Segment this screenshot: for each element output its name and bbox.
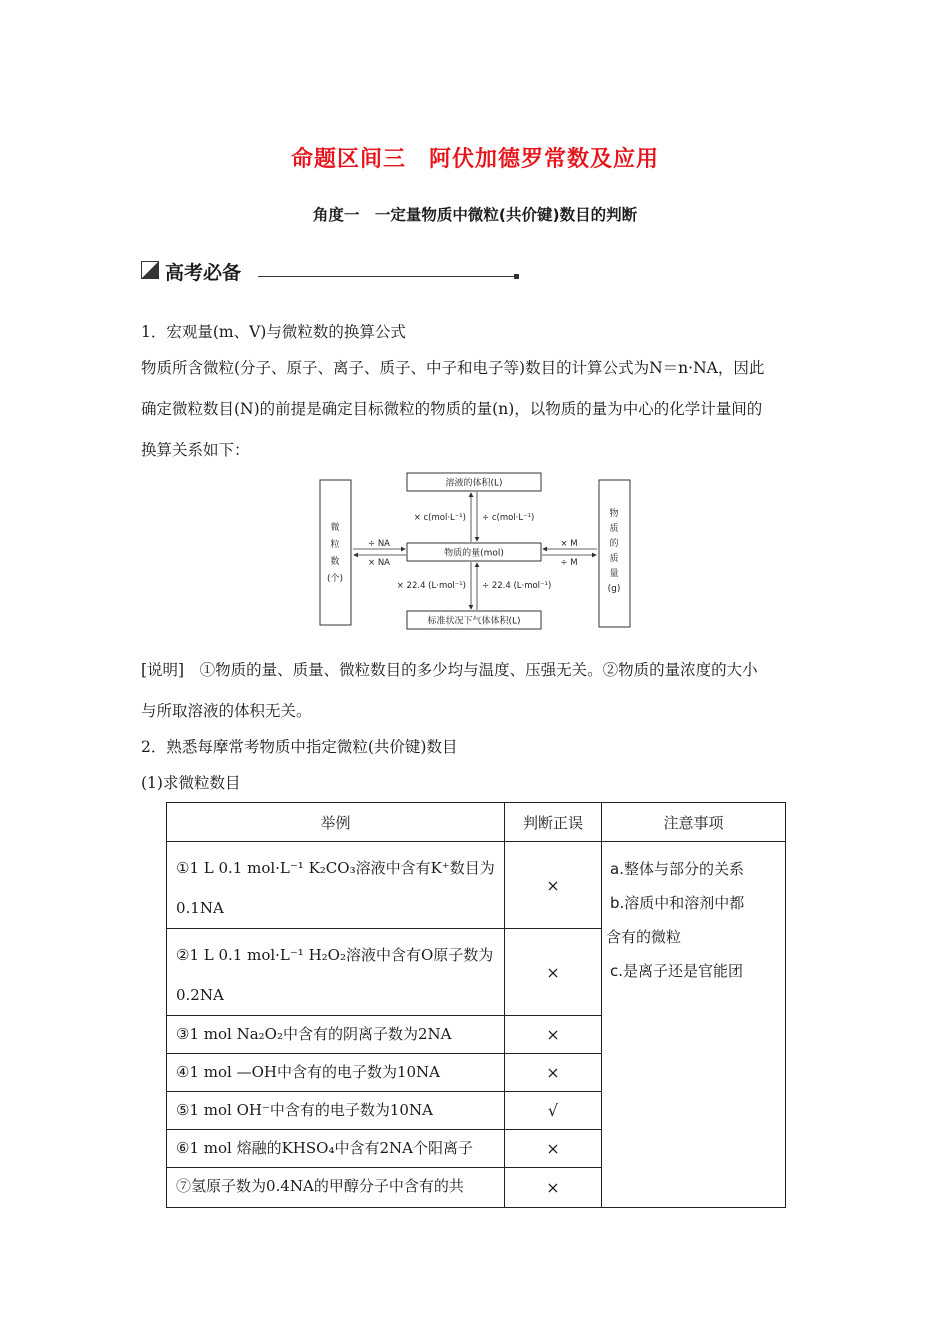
- section-subtitle: 角度一 一定量物质中微粒(共价键)数目的判断: [312, 206, 638, 224]
- judge-cell: ×: [505, 1016, 602, 1054]
- label-times-m: × M: [560, 539, 578, 549]
- right-box-char: 质: [609, 524, 619, 534]
- subheading: (1)求微粒数目: [141, 774, 241, 792]
- judge-cell: ×: [505, 1130, 602, 1168]
- note-line: 与所取溶液的体积无关。: [141, 702, 312, 720]
- example-cell: ⑤1 mol OH⁻中含有的电子数为10NA: [167, 1092, 505, 1130]
- section-rule: [258, 276, 516, 277]
- heading-1: 1．宏观量(m、V)与微粒数的换算公式: [141, 323, 406, 341]
- section-label: 高考必备: [165, 262, 242, 284]
- conversion-diagram: [318, 470, 634, 630]
- note-item: c.是离子还是官能团: [610, 962, 744, 980]
- column-header: 注意事项: [602, 803, 786, 842]
- note-item: b.溶质中和溶剂中都: [610, 894, 745, 912]
- heading-2: 2．熟悉每摩常考物质中指定微粒(共价键)数目: [141, 738, 458, 756]
- label-divide-22-4: ÷ 22.4 (L·mol⁻¹): [482, 581, 552, 591]
- label-divide-m: ÷ M: [560, 558, 578, 568]
- box-solution-volume: 溶液的体积(L): [445, 478, 503, 489]
- example-cell: ③1 mol Na₂O₂中含有的阴离子数为2NA: [167, 1016, 505, 1054]
- examples-table: [166, 802, 786, 1208]
- judge-cell: ×: [505, 842, 602, 929]
- judge-cell: ×: [505, 929, 602, 1016]
- left-box-char: 数: [330, 557, 340, 567]
- left-box-char: 粒: [330, 540, 340, 550]
- right-box-char: 物: [609, 509, 619, 519]
- box-amount-of-substance: 物质的量(mol): [444, 548, 504, 559]
- example-cell: ⑦氢原子数为0.4NA的甲醇分子中含有的共: [167, 1168, 505, 1208]
- label-times-c: × c(mol·L⁻¹): [413, 513, 466, 523]
- example-cell: ①1 L 0.1 mol·L⁻¹ K₂CO₃溶液中含有K⁺数目为0.1NA: [167, 842, 505, 929]
- note-line: [说明] ①物质的量、质量、微粒数目的多少均与温度、压强无关。②物质的量浓度的大小: [141, 661, 758, 679]
- example-cell: ⑥1 mol 熔融的KHSO₄中含有2NA个阳离子: [167, 1130, 505, 1168]
- right-box-char: (g): [607, 584, 621, 594]
- left-box-char: 微: [330, 523, 340, 533]
- note-item: 含有的微粒: [606, 928, 682, 946]
- section-header: [141, 258, 526, 284]
- right-box-char: 的: [609, 539, 619, 549]
- section-triangle-icon: [141, 261, 159, 279]
- label-times-na: × NA: [368, 558, 390, 568]
- example-cell: ④1 mol —OH中含有的电子数为10NA: [167, 1054, 505, 1092]
- left-box-char: (个): [326, 574, 344, 584]
- paragraph-line: 物质所含微粒(分子、原子、离子、质子、中子和电子等)数目的计算公式为N＝n·NA，因此: [141, 359, 765, 377]
- table-header-row: [167, 803, 786, 842]
- judge-cell: √: [505, 1092, 602, 1130]
- paragraph-line: 确定微粒数目(N)的前提是确定目标微粒的物质的量(n)，以物质的量为中心的化学计量间的: [141, 400, 763, 418]
- column-header: 判断正误: [505, 803, 602, 842]
- example-cell: ②1 L 0.1 mol·L⁻¹ H₂O₂溶液中含有O原子数为0.2NA: [167, 929, 505, 1016]
- notes-cell: [602, 842, 786, 1208]
- label-times-22-4: × 22.4 (L·mol⁻¹): [396, 581, 466, 591]
- page-title: 命题区间三 阿伏加德罗常数及应用: [290, 147, 659, 172]
- box-gas-volume: 标准状况下气体体积(L): [427, 616, 521, 627]
- right-box-char: 量: [609, 569, 619, 579]
- paragraph-line: 换算关系如下：: [141, 441, 250, 459]
- judge-cell: ×: [505, 1054, 602, 1092]
- judge-cell: ×: [505, 1168, 602, 1208]
- table-row: [167, 842, 786, 929]
- column-header: 举例: [167, 803, 505, 842]
- right-box-char: 质: [609, 554, 619, 564]
- section-rule-end: [514, 274, 519, 279]
- label-divide-c: ÷ c(mol·L⁻¹): [482, 513, 535, 523]
- label-divide-na: ÷ NA: [368, 539, 390, 549]
- note-item: a.整体与部分的关系: [610, 860, 744, 878]
